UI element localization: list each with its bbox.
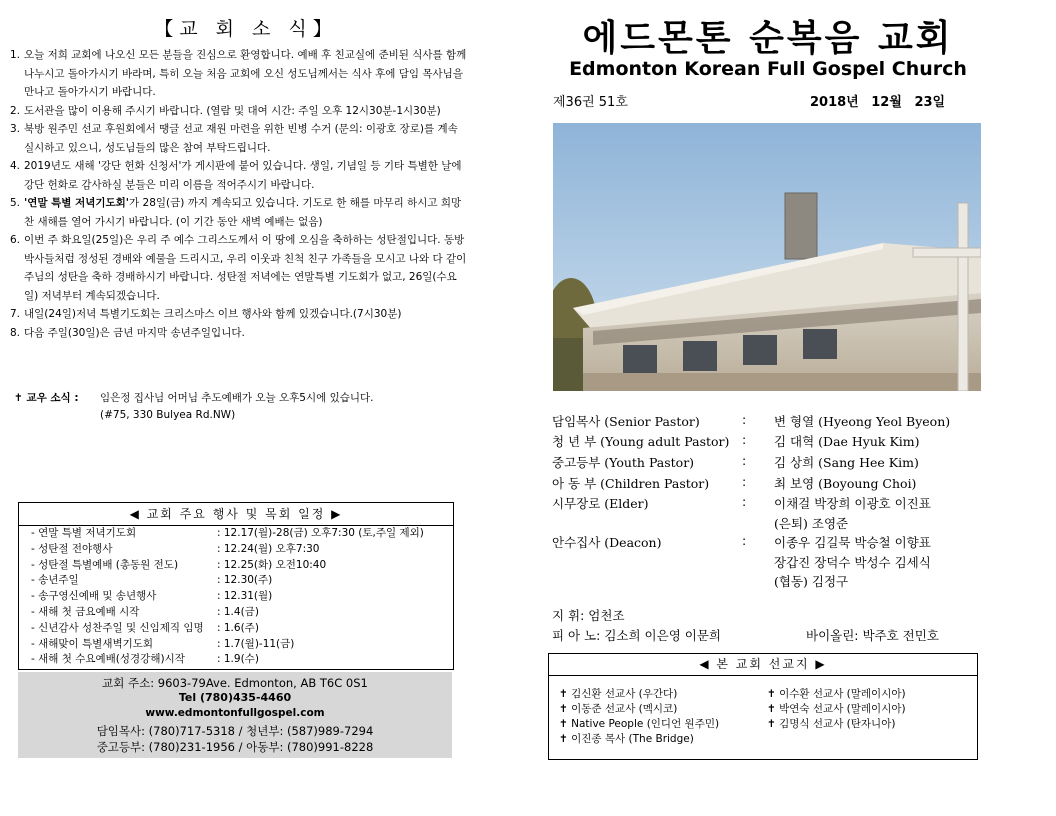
- schedule-box: [18, 502, 454, 670]
- church-website[interactable]: www.edmontonfullgospel.com: [145, 707, 325, 719]
- schedule-date: : 1.9(수): [217, 653, 259, 666]
- missionary-box: [548, 653, 978, 760]
- missionary-item: ✝ 김신환 선교사 (우간다): [559, 688, 678, 700]
- staff-colon: :: [742, 412, 747, 427]
- staff-name: 이채걸 박장희 이광호 이진표: [774, 496, 931, 511]
- missionary-item: ✝ Native People (인디언 원주민): [559, 718, 720, 730]
- news-item: 3. 북방 원주민 선교 후원회에서 땡글 선교 재원 마련을 위한 빈병 수거 (문의: 이광호 장로)를 계속 실시하고 있으니, 성도님들의 많은 참여 부탁드립니다.: [10, 123, 458, 154]
- church-name-english: Edmonton Korean Full Gospel Church: [569, 58, 967, 80]
- schedule-event: - 새해 첫 수요예배(성경강해)시작: [31, 653, 185, 666]
- schedule-row: [19, 542, 453, 558]
- staff-row: [552, 432, 992, 452]
- member-news: [14, 390, 474, 424]
- schedule-date: : 12.31(월): [217, 590, 273, 603]
- church-name-korean: 에드몬톤 순복음 교회: [582, 18, 954, 59]
- member-news-address: (#75, 330 Bulyea Rd.NW): [100, 409, 236, 421]
- schedule-event: - 연말 특별 저녁기도회: [31, 527, 137, 539]
- church-address: 교회 주소: 9603-79Ave. Edmonton, AB T6C 0S1: [102, 676, 368, 690]
- staff-name: (협동) 김정구: [774, 574, 849, 589]
- staff-row: [552, 572, 992, 592]
- schedule-row: [19, 526, 453, 542]
- schedule-rows: [19, 526, 453, 668]
- staff-name: 장갑진 장덕수 박성수 김세식: [774, 555, 931, 570]
- news-item: 4. 2019년도 새해 '강단 헌화 신청서'가 게시판에 붙어 있습니다. 생일, 기념일 등 기타 특별한 날에 강단 헌화로 감사하실 분들은 미리 이름을 적어주시기 바랍니다.: [10, 160, 462, 191]
- church-photo: [553, 123, 981, 391]
- schedule-date: : 1.7(월)-11(금): [217, 637, 295, 650]
- staff-row: [552, 412, 992, 432]
- bulletin-volume: 제36권 51호: [553, 95, 628, 110]
- schedule-event: - 새해맞이 특별새벽기도회: [31, 637, 154, 650]
- missionary-title: ◀ 본 교회 선교지 ▶: [549, 654, 977, 676]
- staff-role: 담임목사 (Senior Pastor): [552, 414, 700, 429]
- staff-name: (은퇴) 조영준: [774, 516, 849, 531]
- member-news-text: 임은정 집사님 어머님 추도예배가 오늘 오후5시에 있습니다.: [100, 392, 374, 404]
- schedule-event: - 새해 첫 금요예배 시작: [31, 605, 140, 618]
- staff-role: 중고등부 (Youth Pastor): [552, 455, 695, 470]
- schedule-date: : 12.25(화) 오전10:40: [217, 558, 327, 571]
- staff-row: [552, 453, 992, 473]
- missionary-item: ✝ 이수환 선교사 (말레이시아): [767, 688, 906, 700]
- staff-colon: :: [742, 494, 747, 509]
- contact-line-pastor: 담임목사: (780)717-5318 / 청년부: (587)989-7294: [96, 724, 374, 738]
- news-item: 8. 다음 주일(30일)은 금년 마지막 송년주일입니다.: [10, 326, 245, 339]
- news-item: 5. '연말 특별 저녁기도회'가 28일(금) 까지 계속되고 있습니다. 기도로 한 해를 마무리 하시고 희망찬 새해를 열어 가시기 바랍니다. (이 기간 동안 새벽 예배는 없음): [10, 197, 462, 228]
- staff-name: 변 형열 (Hyeong Yeol Byeon): [774, 414, 951, 429]
- staff-role: 시무장로 (Elder): [552, 496, 649, 511]
- pianists: 피 아 노: 김소희 이은영 이문희: [552, 628, 721, 643]
- schedule-date: : 12.24(월) 오후7:30: [217, 542, 320, 555]
- staff-name: 김 대혁 (Dae Hyuk Kim): [774, 434, 920, 449]
- staff-role: 아 동 부 (Children Pastor): [552, 476, 710, 491]
- staff-row: [552, 514, 992, 534]
- news-item: 2. 도서관을 많이 이용해 주시기 바랍니다. (열람 및 대여 시간: 주일 오후 12시30분-1시30분): [10, 104, 441, 117]
- missionary-item: ✝ 이진종 목사 (The Bridge): [559, 733, 694, 745]
- missionary-item: ✝ 박연숙 선교사 (말레이시아): [767, 703, 906, 715]
- member-news-label: ✝ 교우 소식 :: [14, 392, 79, 404]
- staff-colon: :: [742, 432, 747, 447]
- staff-name: 김 상희 (Sang Hee Kim): [774, 455, 919, 470]
- schedule-row: [19, 637, 453, 653]
- staff-colon: :: [742, 453, 747, 468]
- staff-role: 청 년 부 (Young adult Pastor): [552, 434, 730, 449]
- schedule-event: - 성탄절 특별예배 (총동원 전도): [31, 558, 179, 571]
- schedule-event: - 송구영신예배 및 송년행사: [31, 590, 157, 603]
- staff-row: [552, 494, 992, 514]
- schedule-date: : 1.6(주): [217, 621, 259, 634]
- news-highlight: '연말 특별 저녁기도회': [24, 197, 130, 209]
- schedule-row: [19, 621, 453, 637]
- schedule-row: [19, 573, 453, 589]
- violinists: 바이올린: 박주호 전민호: [806, 628, 939, 643]
- staff-name: 이종우 김길묵 박승철 이향표: [774, 535, 931, 550]
- news-item: 1. 오늘 저희 교회에 나오신 모든 분들을 진심으로 환영합니다. 예배 후 친교실에 준비된 식사를 함께 나누시고 돌아가시기 바라며, 특히 오늘 처음 교회에 오신 성도님께서는 식사 후에 담임 목사님을 만나고 돌아가시기 바랍니다.: [10, 49, 467, 98]
- schedule-date: : 12.17(월)-28(금) 오후7:30 (토,주일 제외): [217, 527, 424, 539]
- church-phone: Tel (780)435-4460: [178, 691, 292, 704]
- schedule-date: : 12.30(주): [217, 574, 273, 587]
- missionary-item: ✝ 이동준 선교사 (멕시코): [559, 703, 678, 715]
- staff-colon: :: [742, 533, 747, 548]
- conductor: 지 휘: 엄천조: [552, 608, 625, 623]
- contact-box: [18, 672, 452, 758]
- staff-row: [552, 533, 992, 553]
- news-title: 【교 회 소 식】: [154, 18, 338, 40]
- staff-row: [552, 474, 992, 494]
- church-building-image: [553, 123, 981, 391]
- contact-line-youth: 중고등부: (780)231-1956 / 아동부: (780)991-8228: [96, 740, 374, 754]
- schedule-title: ◀ 교회 주요 행사 및 목회 일정 ▶: [19, 503, 453, 526]
- schedule-event: - 송년주일: [31, 574, 79, 587]
- schedule-event: - 신년감사 성찬주일 및 신임제직 임명: [31, 621, 204, 634]
- staff-role: 안수집사 (Deacon): [552, 535, 662, 550]
- schedule-row: [19, 652, 453, 668]
- news-item: 7. 내일(24일)저녁 특별기도회는 크리스마스 이브 행사와 함께 있겠습니다.(7시30분): [10, 308, 402, 320]
- schedule-row: [19, 605, 453, 621]
- staff-colon: :: [742, 474, 747, 489]
- schedule-row: [19, 558, 453, 574]
- missionary-item: ✝ 김명식 선교사 (탄자니아): [767, 718, 896, 730]
- staff-row: [552, 553, 992, 573]
- schedule-row: [19, 589, 453, 605]
- news-item: 6. 이번 주 화요일(25일)은 우리 주 예수 그리스도께서 이 땅에 오심을 축하하는 성탄절입니다. 동방박사들처럼 정성된 경배와 예물을 드리시고, 우리 이웃과 친척 친구 가족들을 모시고 나와 다 같이 주님의 성탄을 축하 경배하시기 바랍니다. 성탄절 저녁에는 연말특별 기도회가 없고, 26일(수요일) 저녁부터 계속되겠습니다.: [10, 234, 467, 302]
- bulletin-date: 2018년 12월 23일: [810, 95, 946, 110]
- staff-name: 최 보영 (Boyoung Choi): [774, 476, 917, 491]
- schedule-event: - 성탄절 전야행사: [31, 542, 113, 555]
- schedule-date: : 1.4(금): [217, 605, 259, 618]
- news-list: [10, 46, 470, 342]
